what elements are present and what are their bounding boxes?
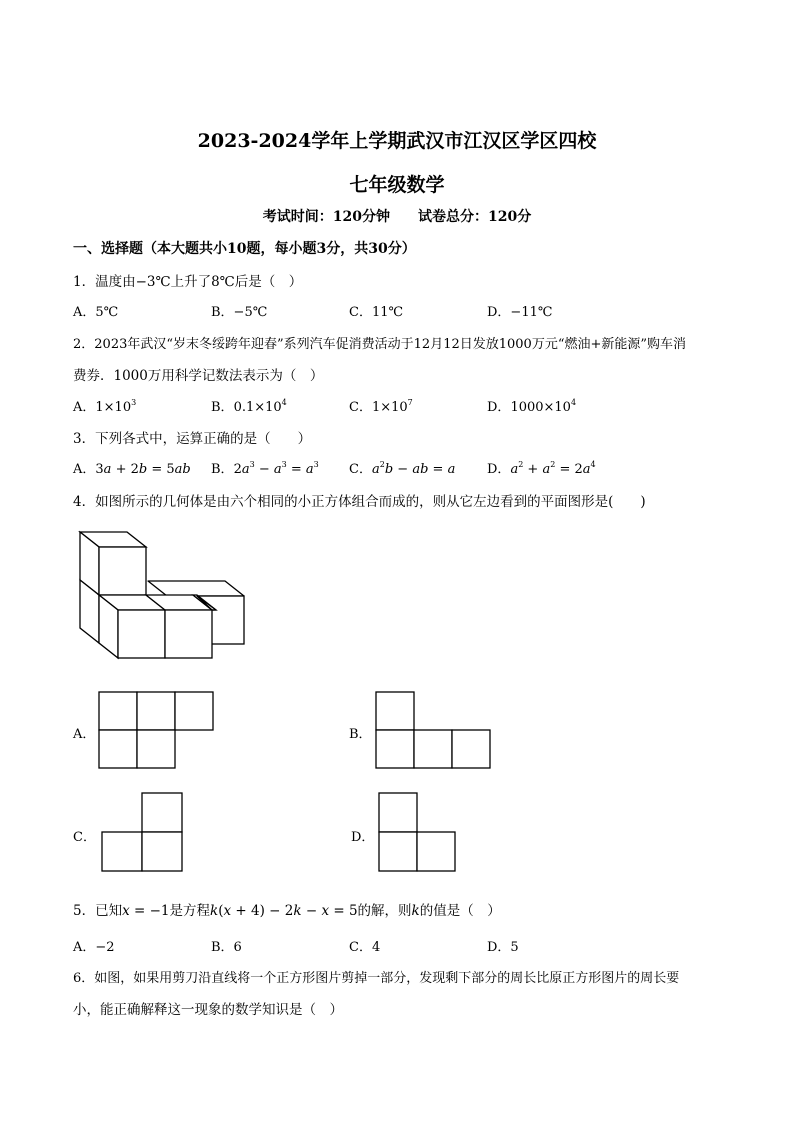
exam-info: 考试时间：120分钟 试卷总分：120分 bbox=[262, 209, 532, 225]
question-4-option-b-figure bbox=[374, 691, 496, 771]
question-6-stem-line1: 6．如图，如果用剪刀沿直线将一个正方形图片剪掉一部分，发现剩下部分的周长比原正方形图片的周长要 bbox=[73, 971, 680, 986]
question-4-option-a-label: A． bbox=[73, 727, 96, 742]
question-4-option-d-label: D． bbox=[351, 830, 375, 845]
exam-title: 2023-2024学年上学期武汉市江汉区学区四校 bbox=[197, 130, 597, 152]
question-4-option-c-label: C． bbox=[73, 830, 96, 845]
question-2-option-c: C．$1\times 10^7$ bbox=[349, 398, 413, 415]
exam-subtitle: 七年级数学 bbox=[349, 174, 445, 196]
question-6-stem-line2: 小，能正确解释这一现象的数学知识是（ ） bbox=[73, 1002, 343, 1018]
question-1-stem: 1．温度由−3℃上升了8℃后是（ ） bbox=[73, 274, 303, 290]
question-1-option-a: A．5℃ bbox=[73, 305, 119, 320]
question-2-option-b: B．$0.1\times 10^4$ bbox=[211, 398, 287, 415]
question-2-stem-line1: 2．2023年武汉“岁末冬绥跨年迎春”系列汽车促消费活动于12月12日发放1000万元“燃油+新能源”购车消 bbox=[73, 337, 687, 352]
question-3-option-c: C．$a^2b$ − ab = a bbox=[349, 460, 456, 477]
cube-solid-figure bbox=[70, 525, 260, 670]
question-2-option-d: D．$1000\times 10^4$ bbox=[487, 398, 577, 415]
question-3-option-a: A．3a + 2b = 5ab bbox=[73, 462, 191, 477]
question-2-stem-line2: 费券．1000万用科学记数法表示为（ ） bbox=[73, 368, 324, 384]
question-4-stem: 4．如图所示的几何体是由六个相同的小正方体组合而成的，则从它左边看到的平面图形是( ) bbox=[73, 494, 646, 510]
question-5-option-d: D．5 bbox=[487, 940, 519, 955]
question-5-option-c: C．4 bbox=[349, 940, 381, 955]
question-5-option-b: B．6 bbox=[211, 940, 242, 955]
question-4-option-d-figure bbox=[377, 792, 461, 874]
question-4-option-b-label: B． bbox=[349, 727, 372, 742]
question-2-option-a: A．$1\times 10^3$ bbox=[73, 398, 137, 415]
question-4-option-c-figure bbox=[100, 792, 186, 874]
question-3-option-b: B．$2a^3 - a^3 = a^3$ bbox=[211, 460, 319, 477]
question-5-stem: 5．已知x = −1是方程k(x + 4) − 2k − x = 5的解，则k的值是（ ） bbox=[73, 903, 501, 919]
question-5-option-a: A．−2 bbox=[73, 940, 115, 955]
question-3-stem: 3．下列各式中，运算正确的是（ ） bbox=[73, 431, 312, 447]
section-heading: 一、选择题（本大题共小10题，每小题3分，共30分） bbox=[73, 241, 416, 257]
question-3-option-d: D．$a^2 + a^2 = 2a^4$ bbox=[487, 460, 596, 477]
question-4-option-a-figure bbox=[97, 691, 217, 771]
question-1-option-d: D．−11℃ bbox=[487, 305, 553, 320]
question-1-option-b: B．−5℃ bbox=[211, 305, 268, 320]
question-1-option-c: C．11℃ bbox=[349, 305, 404, 320]
